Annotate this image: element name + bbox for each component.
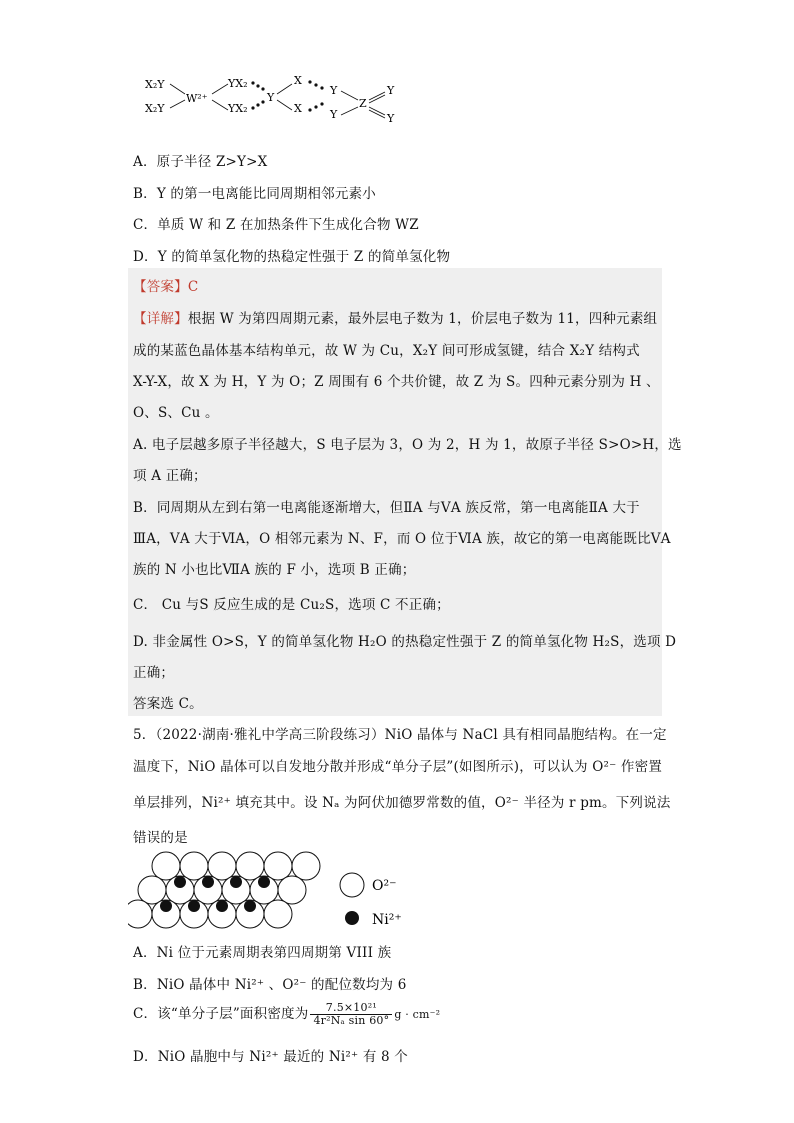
q5-option-c xyxy=(133,1002,440,1027)
fraction-denominator: 4r²Nₐ sin 60° xyxy=(313,1014,390,1027)
q5-option-d: D．NiO 晶胞中与 Ni²⁺ 最近的 Ni²⁺ 有 8 个 xyxy=(133,1049,408,1065)
answer-value: C xyxy=(187,279,199,295)
q5-stem-3: 单层排列，Ni²⁺ 填充其中。设 Nₐ 为阿伏加德罗常数的值，O²⁻ 半径为 r pm。下列说法 xyxy=(133,795,671,811)
analysis-d-2: 正确； xyxy=(133,665,175,681)
analysis-c: C． Cu 与S 反应生成的是 Cu₂S，选项 C 不正确； xyxy=(133,597,450,613)
label-x2y-bottom: X₂Y xyxy=(145,102,165,115)
answer-line xyxy=(133,275,198,295)
q4-option-c: C．单质 W 和 Z 在加热条件下生成化合物 WZ xyxy=(133,217,419,233)
q5-stem-4: 错误的是 xyxy=(133,830,188,846)
detail-line-1 xyxy=(133,307,657,327)
analysis-a-1: A. 电子层越多原子半径越大，S 电子层为 3，O 为 2，H 为 1，故原子半径 S>O>H，选 xyxy=(133,437,682,453)
q4-option-d: D．Y 的简单氢化物的热稳定性强于 Z 的简单氢化物 xyxy=(133,249,451,265)
label-zy-top: Y xyxy=(387,84,395,97)
q4-option-b: B．Y 的第一电离能比同周期相邻元素小 xyxy=(133,186,376,202)
structure-diagram xyxy=(140,70,410,128)
label-z: Z xyxy=(359,97,367,110)
label-x-top: X xyxy=(294,74,302,87)
label-yx2-bottom: YX₂ xyxy=(228,102,248,115)
q5-stem-2: 温度下，NiO 晶体可以自发地分散并形成“单分子层”(如图所示)，可以认为 O²⁻ 作密置 xyxy=(133,759,663,775)
analysis-b-2: ⅢA，ⅤA 大于ⅥA，O 相邻元素为 N、F，而 O 位于ⅥA 族，故它的第一电离能既比ⅤA xyxy=(133,531,671,547)
analysis-d-1: D. 非金属性 O>S，Y 的简单氢化物 H₂O 的热稳定性强于 Z 的简单氢化物 H₂S，选项 D xyxy=(133,634,677,650)
label-y-center: Y xyxy=(267,91,275,104)
area-density-fraction xyxy=(310,1002,392,1027)
detail-text-1: 根据 W 为第四周期元素，最外层电子数为 1，价层电子数为 11，四种元素组 xyxy=(187,311,658,327)
detail-line-4: O、S、Cu 。 xyxy=(133,405,219,421)
detail-line-2: 成的某蓝色晶体基本结构单元，故 W 为 Cu，X₂Y 间可形成氢键，结合 X₂Y 结构式 xyxy=(133,343,640,359)
q4-option-a: A．原子半径 Z>Y>X xyxy=(133,154,268,170)
detail-tag: 【详解】 xyxy=(133,311,188,327)
label-y-right-top: Y xyxy=(330,84,338,97)
label-x2y-top: X₂Y xyxy=(145,78,165,91)
q5-option-b: B．NiO 晶体中 Ni²⁺ 、O²⁻ 的配位数均为 6 xyxy=(133,977,407,993)
label-zy-bottom: Y xyxy=(387,112,395,125)
legend-ni-label: Ni²⁺ xyxy=(372,912,402,928)
label-w: W²⁺ xyxy=(186,92,208,105)
label-x-bottom: X xyxy=(294,102,302,115)
answer-tag: 【答案】 xyxy=(133,279,188,295)
nio-monolayer-diagram xyxy=(128,848,418,936)
label-y-right-bottom: Y xyxy=(330,108,338,121)
analysis-b-1: B．同周期从左到右第一电离能逐渐增大，但ⅡA 与ⅤA 族反常，第一电离能ⅡA 大于 xyxy=(133,500,640,516)
label-yx2-top: YX₂ xyxy=(228,77,248,90)
detail-line-3: X-Y-X，故 X 为 H，Y 为 O；Z 周围有 6 个共价键，故 Z 为 S。四种元素分别为 H 、 xyxy=(133,374,660,390)
legend-ni-marker xyxy=(345,911,359,925)
fraction-numerator: 7.5×10²¹ xyxy=(310,1002,392,1015)
legend-o-label: O²⁻ xyxy=(372,878,397,894)
q5-stem-1: 5．（2022·湖南·雅礼中学高三阶段练习）NiO 晶体与 NaCl 具有相同晶胞结构。在一定 xyxy=(133,727,667,743)
legend-o-marker xyxy=(340,873,364,897)
q5-option-a: A．Ni 位于元素周期表第四周期第 VIII 族 xyxy=(133,945,392,961)
final-answer: 答案选 C。 xyxy=(133,696,203,712)
q5-option-c-unit: g · cm⁻² xyxy=(394,1008,441,1021)
analysis-b-3: 族的 N 小也比ⅦA 族的 F 小，选项 B 正确； xyxy=(133,562,416,578)
analysis-a-2: 项 A 正确； xyxy=(133,468,207,484)
q5-option-c-prefix: C．该“单分子层”面积密度为 xyxy=(133,1006,309,1022)
